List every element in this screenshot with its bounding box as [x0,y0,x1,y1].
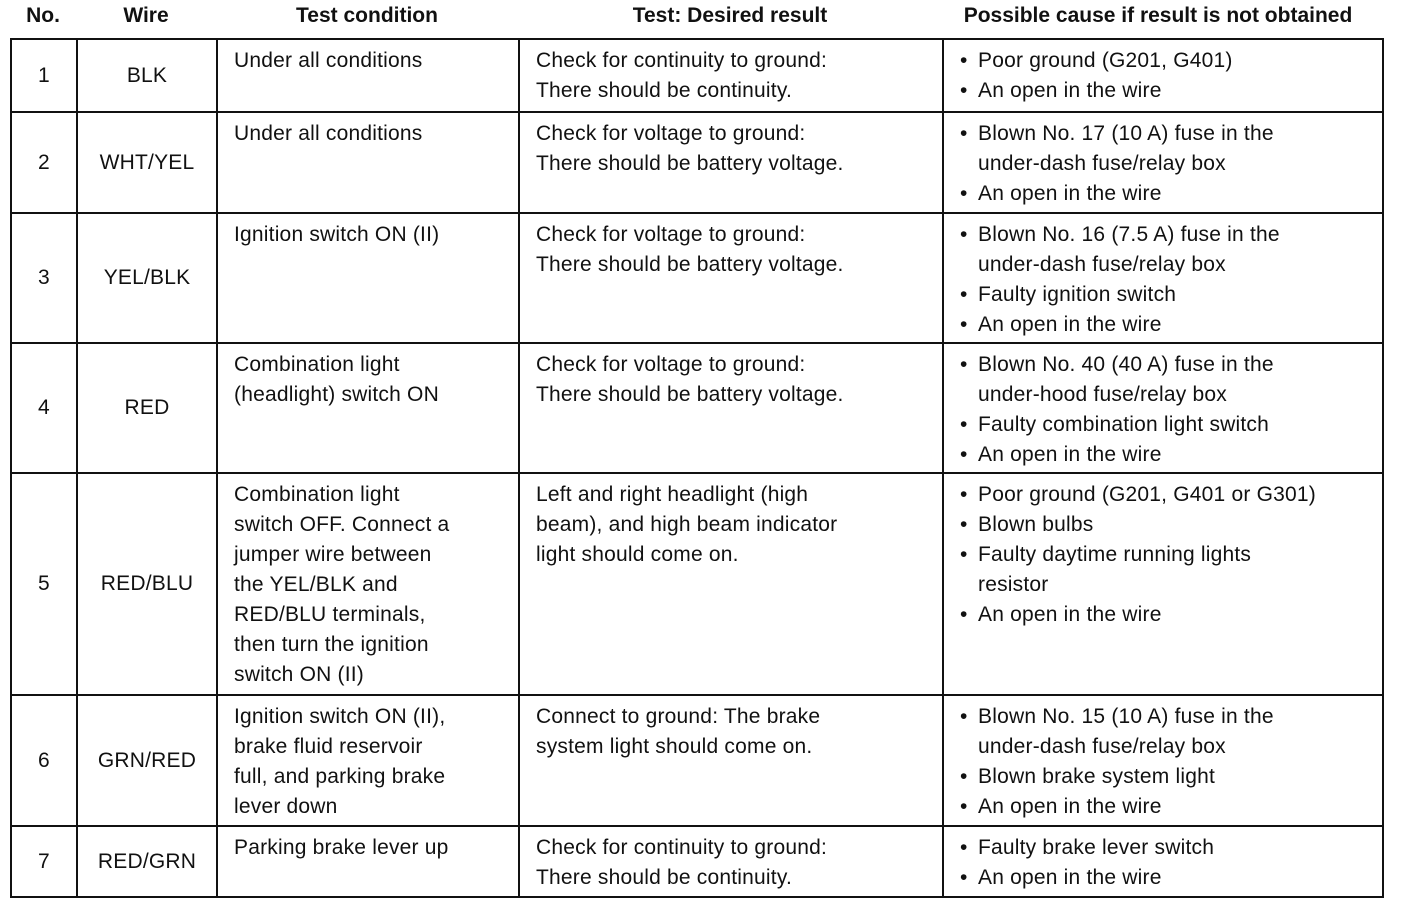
cause-line: • Blown No. 17 (10 A) fuse in the [978,122,1274,145]
cause-item [960,440,1374,470]
header-no: No. [26,4,60,27]
wire-color: GRN/RED [97,748,197,772]
cause-line: • Blown No. 16 (7.5 A) fuse in the [978,223,1280,246]
cause-item [960,540,1374,600]
cause-item [960,310,1374,340]
cause-line: resistor [978,573,1049,596]
cell-wire [77,695,217,826]
cause-line: • An open in the wire [978,182,1162,205]
row-number: 3 [38,266,50,289]
row-number: 7 [38,849,50,873]
result-line: There should be continuity. [536,866,792,889]
cell-test-condition [217,826,519,897]
cell-desired-result [519,473,943,695]
result-line: Check for continuity to ground: [536,49,828,72]
condition-line: (headlight) switch ON [234,383,439,406]
result-line: Check for voltage to ground: [536,122,806,145]
cell-possible-cause [943,213,1383,343]
cell-test-condition [217,39,519,112]
cause-list [960,46,1374,106]
cell-test-condition [217,473,519,695]
cause-list [960,119,1374,209]
cause-line: • Poor ground (G201, G401 or G301) [978,483,1316,506]
cause-line: • Faulty brake lever switch [978,836,1215,859]
cause-line: • Poor ground (G201, G401) [978,49,1233,72]
cause-list [960,702,1374,822]
cause-item [960,46,1374,76]
cause-item [960,600,1374,630]
wire-color: WHT/YEL [99,150,195,174]
result-line: There should be battery voltage. [536,152,844,175]
cell-wire [77,112,217,213]
cause-item [960,280,1374,310]
wire-color: YEL/BLK [103,266,191,289]
cause-list [960,833,1374,893]
cell-desired-result [519,39,943,112]
condition-line: lever down [234,795,338,818]
cell-possible-cause [943,695,1383,826]
cell-desired-result [519,695,943,826]
cause-item [960,179,1374,209]
cause-line: • An open in the wire [978,603,1162,626]
result-line: beam), and high beam indicator [536,513,838,536]
row-number: 4 [38,396,50,419]
condition-line: Combination light [234,353,400,376]
cause-list [960,350,1374,470]
condition-line: Ignition switch ON (II), [234,705,446,728]
cause-item [960,702,1374,762]
cell-wire [77,39,217,112]
cell-desired-result [519,826,943,897]
wire-color: RED [124,396,170,419]
cause-line: • Blown bulbs [978,513,1094,536]
table-row [11,213,1383,343]
cause-line: • An open in the wire [978,443,1162,466]
condition-line: brake fluid reservoir [234,735,423,758]
cause-item [960,762,1374,792]
cause-item [960,350,1374,410]
wire-color: BLK [126,63,168,87]
table-row [11,695,1383,826]
cell-no [11,112,77,213]
cell-no [11,695,77,826]
cause-item [960,863,1374,893]
cell-no [11,39,77,112]
row-number: 1 [38,63,50,87]
cell-possible-cause [943,473,1383,695]
cause-line: • An open in the wire [978,313,1162,336]
condition-line: Under all conditions [234,49,423,72]
condition-line: switch ON (II) [234,663,364,686]
cause-line: • An open in the wire [978,795,1162,818]
cell-wire [77,826,217,897]
cause-line: under-dash fuse/relay box [978,735,1226,758]
cell-possible-cause [943,343,1383,473]
cause-line: • Blown No. 40 (40 A) fuse in the [978,353,1274,376]
row-number: 5 [38,572,50,595]
cause-line: under-hood fuse/relay box [978,383,1227,406]
result-line: Check for continuity to ground: [536,836,828,859]
result-line: There should be battery voltage. [536,383,844,406]
cell-test-condition [217,213,519,343]
cell-desired-result [519,213,943,343]
result-line: light should come on. [536,543,739,566]
result-line: Left and right headlight (high [536,483,809,506]
cell-wire [77,473,217,695]
cell-no [11,826,77,897]
cause-line: • Faulty combination light switch [978,413,1269,436]
result-line: There should be battery voltage. [536,253,844,276]
cause-item [960,833,1374,863]
cause-line: • Blown brake system light [978,765,1216,788]
cause-line: • An open in the wire [978,79,1162,102]
cause-item [960,510,1374,540]
cause-line: • Faulty daytime running lights [978,543,1252,566]
cause-item [960,119,1374,179]
cause-line: • An open in the wire [978,866,1162,889]
header-wire: Wire [123,4,169,27]
condition-line: full, and parking brake [234,765,446,788]
table-row [11,343,1383,473]
header-result: Test: Desired result [632,4,828,27]
wire-color: RED/GRN [97,849,197,873]
cell-test-condition [217,343,519,473]
condition-line: Under all conditions [234,122,423,145]
condition-line: the YEL/BLK and [234,573,398,596]
cause-item [960,480,1374,510]
cause-item [960,220,1374,280]
cause-line: under-dash fuse/relay box [978,253,1226,276]
row-number: 2 [38,150,50,174]
cell-no [11,213,77,343]
cell-possible-cause [943,826,1383,897]
cause-line: • Faulty ignition switch [978,283,1177,306]
cause-list [960,220,1374,340]
header-cause: Possible cause if result is not obtained [963,4,1353,27]
condition-line: RED/BLU terminals, [234,603,426,626]
condition-line: Ignition switch ON (II) [234,223,440,246]
wiring-test-table [10,38,1384,898]
cell-test-condition [217,112,519,213]
table-row [11,112,1383,213]
cell-no [11,343,77,473]
cause-item [960,410,1374,440]
cell-test-condition [217,695,519,826]
result-line: There should be continuity. [536,79,792,102]
wire-color: RED/BLU [100,572,194,595]
table-row [11,826,1383,897]
cell-wire [77,213,217,343]
cause-line: under-dash fuse/relay box [978,152,1226,175]
cause-line: • Blown No. 15 (10 A) fuse in the [978,705,1274,728]
cause-item [960,792,1374,822]
header-condition: Test condition [296,4,438,27]
cell-wire [77,343,217,473]
result-line: Check for voltage to ground: [536,223,806,246]
cell-desired-result [519,343,943,473]
condition-line: jumper wire between [234,543,432,566]
condition-line: Parking brake lever up [234,836,449,859]
result-line: Connect to ground: The brake [536,705,821,728]
cause-item [960,76,1374,106]
result-line: Check for voltage to ground: [536,353,806,376]
table-row [11,473,1383,695]
cell-no [11,473,77,695]
cause-list [960,480,1374,630]
cell-desired-result [519,112,943,213]
condition-line: then turn the ignition [234,633,429,656]
table-row [11,39,1383,112]
result-line: system light should come on. [536,735,813,758]
condition-line: switch OFF. Connect a [234,513,450,536]
cell-possible-cause [943,39,1383,112]
row-number: 6 [38,748,50,772]
cell-possible-cause [943,112,1383,213]
condition-line: Combination light [234,483,400,506]
